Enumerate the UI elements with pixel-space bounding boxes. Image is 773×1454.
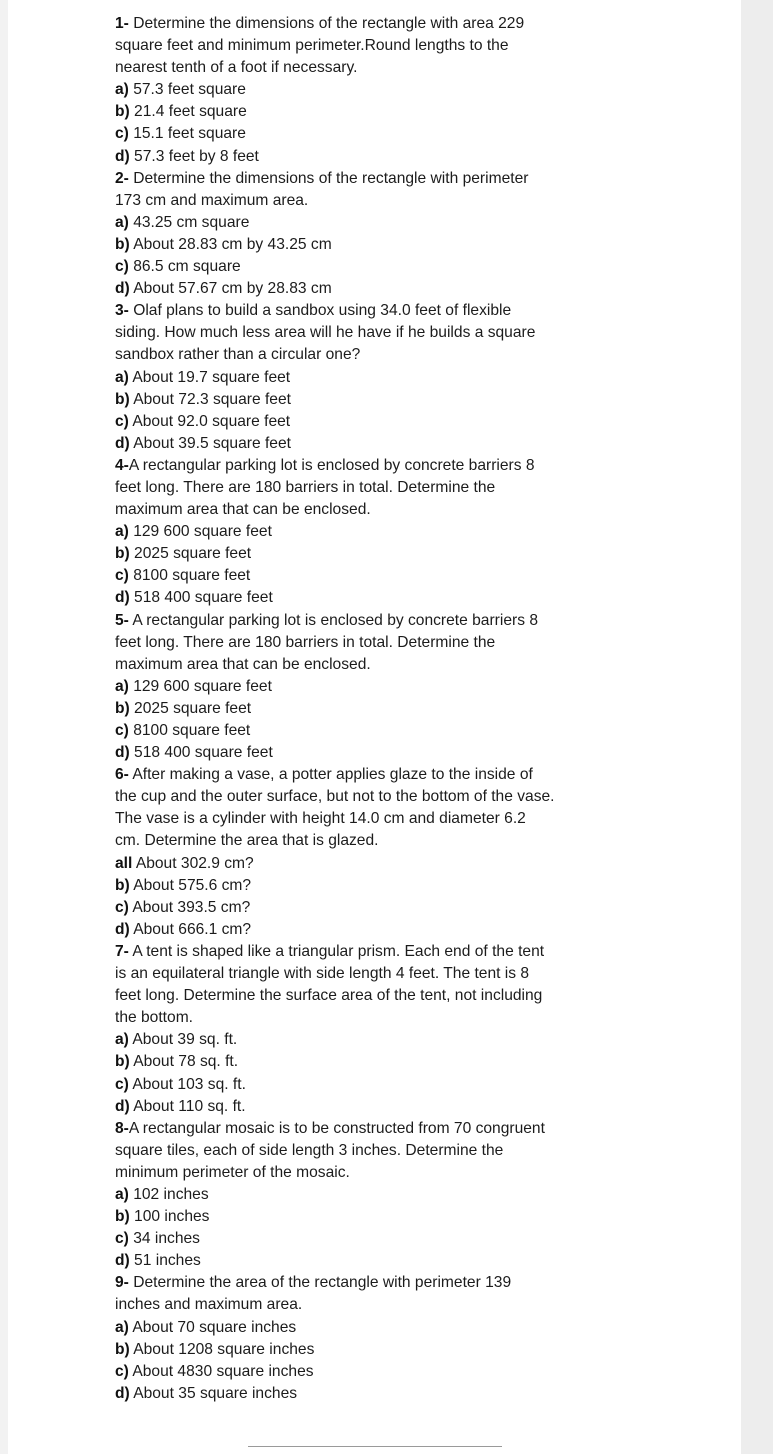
option-text: 43.25 cm square bbox=[128, 213, 250, 231]
option-text: About 110 sq. ft. bbox=[129, 1097, 246, 1115]
answer-option bbox=[115, 146, 555, 168]
question-text bbox=[115, 941, 555, 1029]
answer-option bbox=[115, 433, 555, 455]
question-number: 3- bbox=[115, 302, 129, 320]
option-text: About 393.5 cm? bbox=[128, 898, 251, 916]
option-text: 129 600 square feet bbox=[128, 523, 272, 541]
option-letter: b) bbox=[115, 1208, 130, 1226]
answer-option bbox=[115, 875, 555, 897]
question-prompt: Determine the area of the rectangle with perimeter 139 inches and maximum area. bbox=[115, 1274, 512, 1314]
question-block bbox=[115, 13, 555, 168]
answer-option bbox=[115, 79, 555, 101]
answer-option bbox=[115, 1029, 555, 1051]
page-divider bbox=[248, 1446, 502, 1447]
option-letter: a) bbox=[115, 523, 129, 541]
answer-option bbox=[115, 1096, 555, 1118]
option-text: 518 400 square feet bbox=[129, 744, 273, 762]
answer-option bbox=[115, 278, 555, 300]
option-letter: b) bbox=[115, 545, 130, 563]
question-number: 4- bbox=[115, 456, 129, 474]
question-text bbox=[115, 168, 555, 212]
option-text: About 19.7 square feet bbox=[128, 368, 291, 386]
option-letter: a) bbox=[115, 677, 129, 695]
option-text: 57.3 feet by 8 feet bbox=[129, 147, 259, 165]
option-letter: b) bbox=[115, 876, 130, 894]
option-letter: a) bbox=[115, 81, 129, 99]
answer-option bbox=[115, 234, 555, 256]
option-letter: c) bbox=[115, 567, 129, 585]
answer-option bbox=[115, 521, 555, 543]
question-text bbox=[115, 764, 555, 852]
answer-option bbox=[115, 101, 555, 123]
answer-option bbox=[115, 1317, 555, 1339]
option-letter: d) bbox=[115, 920, 130, 938]
option-text: About 103 sq. ft. bbox=[128, 1075, 246, 1093]
answer-option bbox=[115, 389, 555, 411]
option-letter: d) bbox=[115, 1097, 130, 1115]
option-text: 8100 square feet bbox=[128, 567, 251, 585]
option-text: 21.4 feet square bbox=[129, 103, 247, 121]
option-text: About 39.5 square feet bbox=[129, 434, 291, 452]
answer-option bbox=[115, 853, 555, 875]
answer-option bbox=[115, 565, 555, 587]
question-prompt: After making a vase, a potter applies glaze to the inside of the cup and the outer surface, but not to the bottom of the vase. The vase is a cylinder with height 14.0 cm and diameter 6.2 cm. Determine the area that is glazed. bbox=[115, 766, 555, 850]
option-text: 102 inches bbox=[128, 1185, 209, 1203]
answer-option bbox=[115, 587, 555, 609]
option-text: 15.1 feet square bbox=[128, 125, 246, 143]
option-letter: d) bbox=[115, 147, 130, 165]
question-text bbox=[115, 610, 555, 676]
option-text: About 4830 square inches bbox=[128, 1362, 314, 1380]
question-block bbox=[115, 1272, 555, 1405]
option-text: 129 600 square feet bbox=[128, 677, 272, 695]
answer-option bbox=[115, 919, 555, 941]
option-text: About 575.6 cm? bbox=[129, 876, 252, 894]
question-prompt: A rectangular mosaic is to be constructed from 70 congruent square tiles, each of side length 3 inches. Determine the minimum perimeter of the mosaic. bbox=[115, 1119, 545, 1181]
question-prompt: Olaf plans to build a sandbox using 34.0 feet of flexible siding. How much less area will he have if he builds a square sandbox rather than a circular one? bbox=[115, 302, 536, 364]
question-prompt: A rectangular parking lot is enclosed by concrete barriers 8 feet long. There are 180 barriers in total. Determine the maximum area that can be enclosed. bbox=[115, 611, 538, 673]
option-text: 34 inches bbox=[128, 1230, 200, 1248]
option-letter: c) bbox=[115, 1362, 129, 1380]
option-letter: d) bbox=[115, 434, 130, 452]
option-letter: d) bbox=[115, 589, 130, 607]
answer-option bbox=[115, 1206, 555, 1228]
option-text: 86.5 cm square bbox=[128, 258, 241, 276]
option-text: About 28.83 cm by 43.25 cm bbox=[129, 235, 332, 253]
option-letter: a) bbox=[115, 213, 129, 231]
question-text bbox=[115, 1118, 555, 1184]
answer-option bbox=[115, 1074, 555, 1096]
question-prompt: Determine the dimensions of the rectangle with area 229 square feet and minimum perimeter.Round lengths to the nearest tenth of a foot if necessary. bbox=[115, 15, 525, 77]
option-letter: c) bbox=[115, 412, 129, 430]
option-letter: b) bbox=[115, 699, 130, 717]
answer-option bbox=[115, 698, 555, 720]
answer-option bbox=[115, 1051, 555, 1073]
question-text bbox=[115, 300, 555, 366]
question-prompt: A rectangular parking lot is enclosed by concrete barriers 8 feet long. There are 180 barriers in total. Determine the maximum area that can be enclosed. bbox=[115, 456, 535, 519]
question-text bbox=[115, 455, 555, 521]
answer-option bbox=[115, 676, 555, 698]
answer-option bbox=[115, 367, 555, 389]
option-letter: b) bbox=[115, 235, 130, 253]
option-letter: a) bbox=[115, 368, 129, 386]
option-text: About 1208 square inches bbox=[129, 1340, 315, 1358]
option-text: 100 inches bbox=[129, 1208, 210, 1226]
option-letter: b) bbox=[115, 390, 130, 408]
question-block bbox=[115, 1118, 555, 1273]
answer-option bbox=[115, 1184, 555, 1206]
option-text: 57.3 feet square bbox=[128, 81, 246, 99]
question-number: 8- bbox=[115, 1119, 129, 1137]
option-letter: c) bbox=[115, 1075, 129, 1093]
question-block bbox=[115, 610, 555, 765]
question-block bbox=[115, 455, 555, 610]
answer-option bbox=[115, 1250, 555, 1272]
option-letter: a) bbox=[115, 1185, 129, 1203]
question-number: 7- bbox=[115, 942, 129, 960]
answer-option bbox=[115, 256, 555, 278]
answer-option bbox=[115, 543, 555, 565]
option-letter: c) bbox=[115, 1230, 129, 1248]
question-number: 9- bbox=[115, 1274, 129, 1292]
answer-option bbox=[115, 1383, 555, 1405]
answer-option bbox=[115, 1361, 555, 1383]
question-prompt: A tent is shaped like a triangular prism. Each end of the tent is an equilateral triangle with side length 4 feet. The tent is 8 feet long. Determine the surface area of the tent, not including the bottom. bbox=[115, 942, 545, 1027]
option-letter: d) bbox=[115, 744, 130, 762]
question-block bbox=[115, 941, 555, 1118]
option-letter: c) bbox=[115, 258, 129, 276]
option-text: About 78 sq. ft. bbox=[129, 1053, 239, 1071]
answer-option bbox=[115, 1339, 555, 1361]
answer-option bbox=[115, 212, 555, 234]
option-text: About 39 sq. ft. bbox=[128, 1031, 238, 1049]
option-text: About 35 square inches bbox=[129, 1384, 298, 1402]
option-letter: c) bbox=[115, 722, 129, 739]
option-text: About 57.67 cm by 28.83 cm bbox=[129, 280, 332, 298]
option-text: About 70 square inches bbox=[128, 1318, 297, 1336]
option-text: 51 inches bbox=[129, 1252, 201, 1270]
answer-option bbox=[115, 1228, 555, 1250]
question-number: 6- bbox=[115, 766, 129, 784]
question-list bbox=[115, 13, 555, 1405]
option-letter: all bbox=[115, 854, 133, 872]
option-text: About 666.1 cm? bbox=[129, 920, 252, 938]
question-block bbox=[115, 168, 555, 301]
option-text: 518 400 square feet bbox=[129, 589, 273, 607]
option-letter: c) bbox=[115, 125, 129, 143]
answer-option bbox=[115, 720, 555, 742]
question-prompt: Determine the dimensions of the rectangle with perimeter 173 cm and maximum area. bbox=[115, 169, 529, 209]
question-number: 5- bbox=[115, 611, 129, 629]
answer-option bbox=[115, 123, 555, 145]
option-letter: b) bbox=[115, 103, 130, 121]
question-number: 1- bbox=[115, 15, 129, 32]
option-text: About 72.3 square feet bbox=[129, 390, 291, 408]
option-text: 2025 square feet bbox=[129, 699, 252, 717]
option-letter: d) bbox=[115, 1252, 130, 1270]
option-letter: c) bbox=[115, 898, 129, 916]
option-text: About 302.9 cm? bbox=[132, 854, 254, 872]
option-letter: b) bbox=[115, 1053, 130, 1071]
question-block bbox=[115, 300, 555, 455]
scroll-gutter bbox=[741, 0, 773, 1454]
option-text: About 92.0 square feet bbox=[128, 412, 291, 430]
question-number: 2- bbox=[115, 169, 129, 187]
question-text bbox=[115, 1272, 555, 1316]
option-letter: d) bbox=[115, 280, 130, 298]
question-text bbox=[115, 13, 555, 79]
option-letter: a) bbox=[115, 1031, 129, 1049]
question-block bbox=[115, 764, 555, 941]
option-letter: a) bbox=[115, 1318, 129, 1336]
answer-option bbox=[115, 742, 555, 764]
option-text: 2025 square feet bbox=[129, 545, 252, 563]
option-letter: d) bbox=[115, 1384, 130, 1402]
answer-option bbox=[115, 897, 555, 919]
option-text: 8100 square feet bbox=[128, 722, 251, 739]
option-letter: b) bbox=[115, 1340, 130, 1358]
answer-option bbox=[115, 411, 555, 433]
